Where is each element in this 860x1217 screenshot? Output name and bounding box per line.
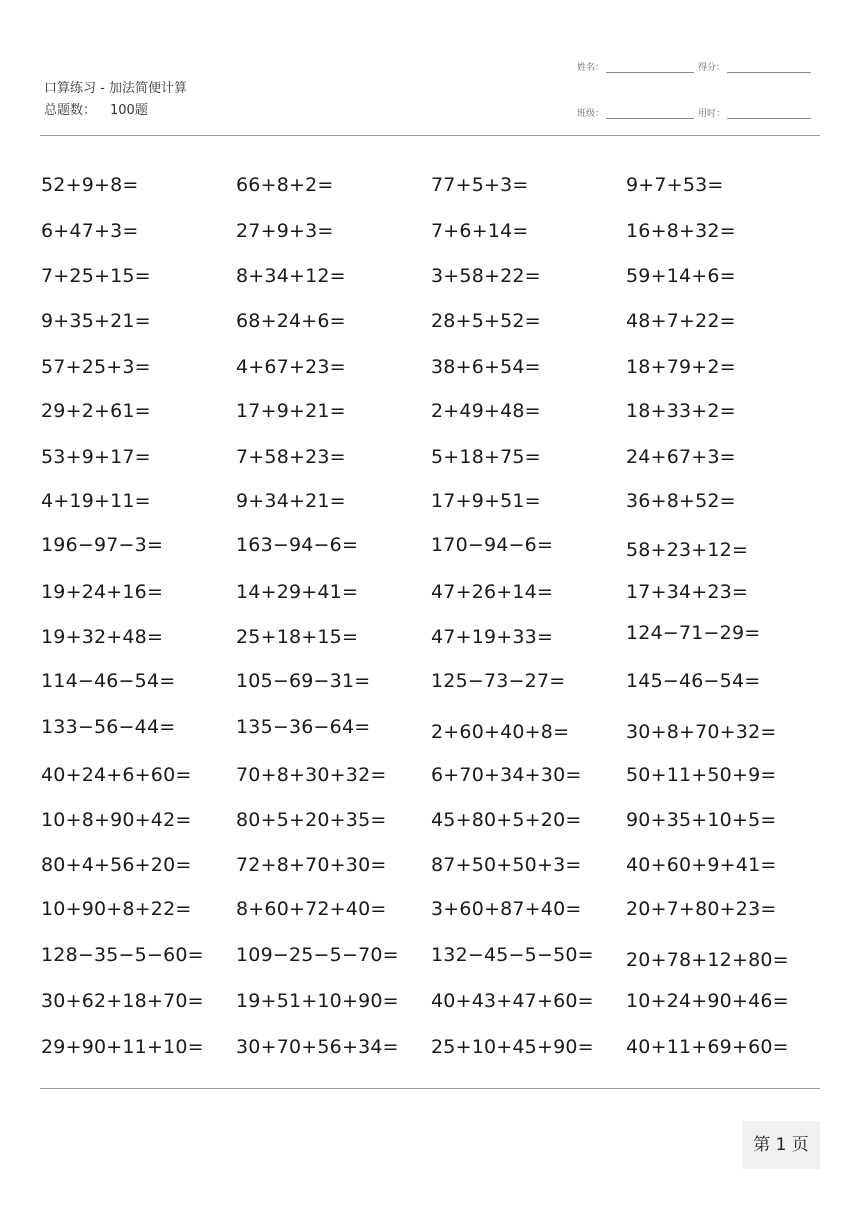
page-number: 第 1 页 [742,1121,820,1169]
problem-item: 17+34+23= [626,581,749,603]
problem-item: 7+6+14= [431,220,529,242]
problem-item: 70+8+30+32= [236,764,387,786]
worksheet-title: 口算练习 - 加法简便计算 [44,81,187,96]
problem-item: 40+60+9+41= [626,854,777,876]
problem-item: 30+8+70+32= [626,721,777,743]
problem-item: 109−25−5−70= [236,944,399,966]
problem-item: 58+23+12= [626,539,749,561]
problem-item: 19+32+48= [41,626,164,648]
problem-item: 90+35+10+5= [626,809,777,831]
problem-item: 72+8+70+30= [236,854,387,876]
problem-item: 133−56−44= [41,716,176,738]
question-count-value: 100题 [110,103,148,118]
question-count-label: 总题数： [44,103,97,118]
problem-item: 9+35+21= [41,310,151,332]
problem-item: 20+78+12+80= [626,949,789,971]
problem-item: 20+7+80+23= [626,898,777,920]
problem-item: 124−71−29= [626,622,761,644]
problem-item: 18+79+2= [626,356,736,378]
problem-item: 4+19+11= [41,490,151,512]
problem-item: 10+90+8+22= [41,898,192,920]
problem-item: 47+19+33= [431,626,554,648]
time-label: 用时： [698,109,726,119]
problem-item: 80+4+56+20= [41,854,192,876]
problem-item: 10+8+90+42= [41,809,192,831]
problem-item: 10+24+90+46= [626,990,789,1012]
problem-item: 18+33+2= [626,400,736,422]
problem-item: 170−94−6= [431,534,554,556]
problem-item: 25+10+45+90= [431,1036,594,1058]
problem-item: 2+49+48= [431,400,541,422]
problem-item: 14+29+41= [236,581,359,603]
problem-item: 29+2+61= [41,400,151,422]
problem-item: 19+24+16= [41,581,164,603]
problem-item: 135−36−64= [236,716,371,738]
name-label: 姓名： [577,63,605,73]
problem-item: 6+47+3= [41,220,139,242]
problem-item: 40+24+6+60= [41,764,192,786]
problem-item: 52+9+8= [41,174,139,196]
problem-item: 59+14+6= [626,265,736,287]
problem-item: 80+5+20+35= [236,809,387,831]
problem-item: 50+11+50+9= [626,764,777,786]
problem-item: 25+18+15= [236,626,359,648]
problem-item: 145−46−54= [626,670,761,692]
problem-item: 4+67+23= [236,356,346,378]
problem-item: 57+25+3= [41,356,151,378]
problem-item: 125−73−27= [431,670,566,692]
problem-item: 68+24+6= [236,310,346,332]
problem-item: 163−94−6= [236,534,359,556]
problem-item: 36+8+52= [626,490,736,512]
problem-item: 48+7+22= [626,310,736,332]
class-label: 班级： [577,109,605,119]
problem-item: 27+9+3= [236,220,334,242]
problem-item: 3+60+87+40= [431,898,582,920]
problem-item: 8+34+12= [236,265,346,287]
problem-item: 105−69−31= [236,670,371,692]
problem-item: 7+58+23= [236,446,346,468]
problem-item: 17+9+51= [431,490,541,512]
problem-item: 6+70+34+30= [431,764,582,786]
problem-item: 87+50+50+3= [431,854,582,876]
problem-item: 29+90+11+10= [41,1036,204,1058]
problem-item: 114−46−54= [41,670,176,692]
footer-divider [40,1088,820,1089]
problem-item: 66+8+2= [236,174,334,196]
problem-item: 128−35−5−60= [41,944,204,966]
problem-item: 45+80+5+20= [431,809,582,831]
problem-item: 30+62+18+70= [41,990,204,1012]
problem-item: 38+6+54= [431,356,541,378]
problem-item: 53+9+17= [41,446,151,468]
problem-item: 17+9+21= [236,400,346,422]
problem-item: 132−45−5−50= [431,944,594,966]
problem-item: 2+60+40+8= [431,721,570,743]
problem-item: 77+5+3= [431,174,529,196]
problem-item: 7+25+15= [41,265,151,287]
problem-item: 9+34+21= [236,490,346,512]
problem-item: 19+51+10+90= [236,990,399,1012]
problem-item: 9+7+53= [626,174,724,196]
problem-item: 40+11+69+60= [626,1036,789,1058]
problem-item: 24+67+3= [626,446,736,468]
problem-item: 196−97−3= [41,534,164,556]
problem-item: 5+18+75= [431,446,541,468]
problem-item: 8+60+72+40= [236,898,387,920]
problem-item: 30+70+56+34= [236,1036,399,1058]
problem-item: 3+58+22= [431,265,541,287]
problem-item: 28+5+52= [431,310,541,332]
problem-item: 47+26+14= [431,581,554,603]
problem-item: 16+8+32= [626,220,736,242]
score-label: 得分： [698,63,726,73]
problem-item: 40+43+47+60= [431,990,594,1012]
